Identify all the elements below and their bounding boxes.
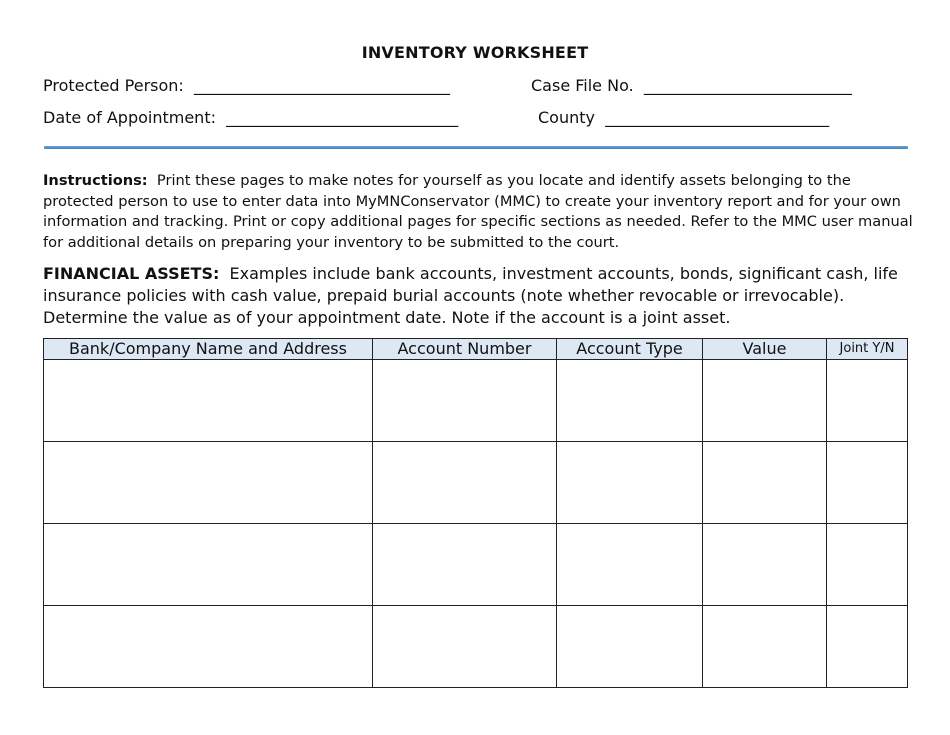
table-row [44, 606, 908, 688]
protected-person-row [43, 76, 450, 96]
header-divider [44, 146, 908, 149]
case-file-blank[interactable]: __________________________ [633, 76, 852, 95]
case-file-label: Case File No. [531, 76, 634, 95]
bank-cell[interactable] [44, 524, 373, 606]
value-cell[interactable] [703, 442, 827, 524]
account-type-cell[interactable] [557, 524, 703, 606]
financial-assets-paragraph [43, 263, 913, 329]
financial-assets-text: Examples include bank accounts, investment accounts, bonds, significant cash, life insurance policies with cash value, prepaid burial accounts (note whether revocable or irrevocable). Determine the value as of your appointment date. Note if the account is a joint asset. [43, 264, 898, 327]
account-number-cell[interactable] [373, 442, 557, 524]
column-header-account-type: Account Type [557, 339, 703, 360]
county-label: County [538, 108, 595, 127]
table-row [44, 524, 908, 606]
account-type-cell[interactable] [557, 442, 703, 524]
value-cell[interactable] [703, 360, 827, 442]
joint-cell[interactable] [827, 442, 908, 524]
instructions-paragraph [43, 171, 913, 253]
instructions-heading: Instructions: [43, 172, 148, 189]
joint-cell[interactable] [827, 606, 908, 688]
table-header-row [44, 339, 908, 360]
appointment-blank[interactable]: _____________________________ [215, 108, 459, 127]
county-blank[interactable]: ____________________________ [594, 108, 830, 127]
financial-assets-heading: FINANCIAL ASSETS: [43, 264, 220, 283]
column-header-bank: Bank/Company Name and Address [44, 339, 373, 360]
joint-cell[interactable] [827, 360, 908, 442]
instructions-text: Print these pages to make notes for yourself as you locate and identify assets belonging to the protected person to use to enter data into MyMNConservator (MMC) to create your inventory report and for your own information and tracking. Print or copy additional pages for specific sections as needed. Refer to the MMC user manual for additional details on preparing your inventory to be submitted to the court. [43, 172, 913, 251]
account-number-cell[interactable] [373, 606, 557, 688]
account-type-cell[interactable] [557, 360, 703, 442]
bank-cell[interactable] [44, 442, 373, 524]
protected-person-label: Protected Person: [43, 76, 184, 95]
value-cell[interactable] [703, 524, 827, 606]
appointment-label: Date of Appointment: [43, 108, 216, 127]
account-number-cell[interactable] [373, 524, 557, 606]
account-number-cell[interactable] [373, 360, 557, 442]
financial-assets-table [43, 338, 908, 688]
table-row [44, 360, 908, 442]
column-header-account-number: Account Number [373, 339, 557, 360]
column-header-value: Value [703, 339, 827, 360]
bank-cell[interactable] [44, 360, 373, 442]
page-title: INVENTORY WORKSHEET [361, 43, 589, 62]
county-row [538, 108, 829, 128]
table-row [44, 442, 908, 524]
case-file-row [531, 76, 852, 96]
joint-cell[interactable] [827, 524, 908, 606]
bank-cell[interactable] [44, 606, 373, 688]
value-cell[interactable] [703, 606, 827, 688]
protected-person-blank[interactable]: ________________________________ [183, 76, 450, 95]
account-type-cell[interactable] [557, 606, 703, 688]
column-header-joint: Joint Y/N [827, 339, 908, 360]
appointment-row [43, 108, 458, 128]
